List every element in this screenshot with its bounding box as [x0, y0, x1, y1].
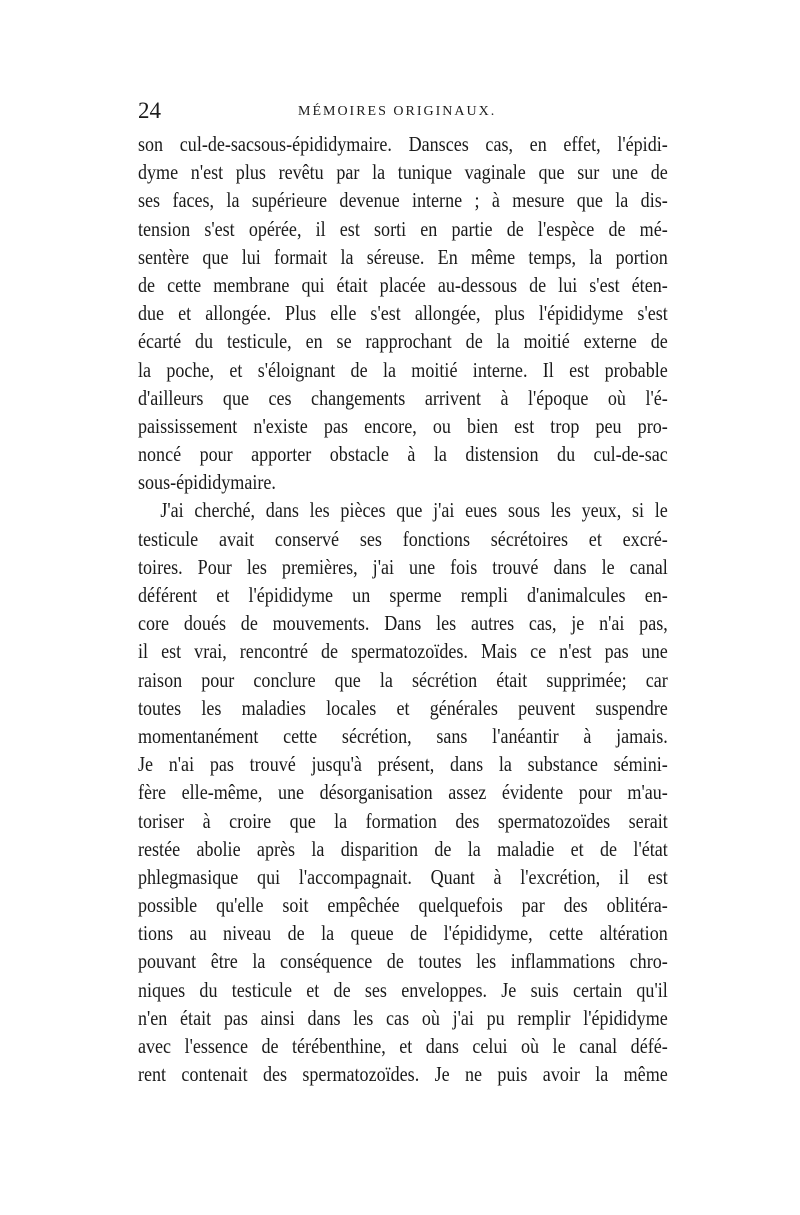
text-line: due et allongée. Plus elle s'est allongée, plus l'épididyme s'est — [138, 301, 668, 326]
text-line: dyme n'est plus revêtu par la tunique vaginale que sur une de — [138, 160, 668, 185]
text-line: tions au niveau de la queue de l'épididyme, cette altération — [138, 921, 668, 946]
text-line: phlegmasique qui l'accompagnait. Quant à l'excrétion, il est — [138, 864, 668, 889]
text-line: niques du testicule et de ses enveloppes. Je suis certain qu'il — [138, 977, 668, 1002]
text-line: ses faces, la supérieure devenue interne ; à mesure que la dis- — [138, 188, 668, 213]
text-line: toriser à croire que la formation des spermatozoïdes serait — [138, 808, 668, 833]
text-line: sentère que lui formait la séreuse. En même temps, la portion — [138, 244, 668, 269]
text-line: la poche, et s'éloignant de la moitié interne. Il est probable — [138, 357, 668, 382]
text-line: raison pour conclure que la sécrétion était supprimée; car — [138, 667, 668, 692]
text-line: Je n'ai pas trouvé jusqu'à présent, dans la substance sémini- — [138, 752, 668, 777]
text-line: toutes les maladies locales et générales peuvent suspendre — [138, 695, 668, 720]
text-line: son cul-de-sacsous-épididymaire. Dansces cas, en effet, l'épidi- — [138, 132, 668, 156]
text-line: momentanément cette sécrétion, sans l'anéantir à jamais. — [138, 723, 668, 748]
body-text — [138, 130, 668, 1088]
text-line: fère elle-même, une désorganisation assez évidente pour m'au- — [138, 780, 668, 805]
text-line: de cette membrane qui était placée au-dessous de lui s'est éten- — [138, 272, 668, 297]
text-line: noncé pour apporter obstacle à la distension du cul-de-sac — [138, 442, 668, 467]
running-title: MÉMOIRES ORIGINAUX. — [298, 104, 497, 119]
text-line: il est vrai, rencontré de spermatozoïdes. Mais ce n'est pas une — [138, 639, 668, 664]
text-line: J'ai cherché, dans les pièces que j'ai eues sous les yeux, si le — [160, 498, 668, 523]
text-line: paississement n'existe pas encore, ou bien est trop peu pro- — [138, 413, 668, 438]
page-header — [138, 96, 668, 126]
text-line: d'ailleurs que ces changements arrivent à l'époque où l'é- — [138, 385, 668, 410]
text-line: toires. Pour les premières, j'ai une fois trouvé dans le canal — [138, 554, 668, 579]
text-line: possible qu'elle soit empêchée quelquefois par des oblitéra- — [138, 893, 668, 918]
text-line: écarté du testicule, en se rapprochant de la moitié externe de — [138, 329, 668, 354]
text-line: avec l'essence de térébenthine, et dans celui où le canal défé- — [138, 1034, 668, 1058]
text-line: n'en était pas ainsi dans les cas où j'ai pu remplir l'épididyme — [138, 1005, 668, 1030]
text-line: pouvant être la conséquence de toutes les inflammations chro- — [138, 949, 668, 974]
text-line: tension s'est opérée, il est sorti en partie de l'espèce de mé- — [138, 216, 668, 241]
text-line: rent contenait des spermatozoïdes. Je ne puis avoir la même — [138, 1062, 668, 1087]
text-line: déférent et l'épididyme un sperme rempli d'animalcules en- — [138, 583, 668, 607]
text-line: testicule avait conservé ses fonctions sécrétoires et excré- — [138, 526, 668, 551]
page-number: 24 — [138, 98, 161, 123]
text-line: restée abolie après la disparition de la maladie et de l'état — [138, 836, 668, 861]
text-line: core doués de mouvements. Dans les autres cas, je n'ai pas, — [138, 611, 668, 636]
text-line: sous-épididymaire. — [138, 470, 276, 495]
